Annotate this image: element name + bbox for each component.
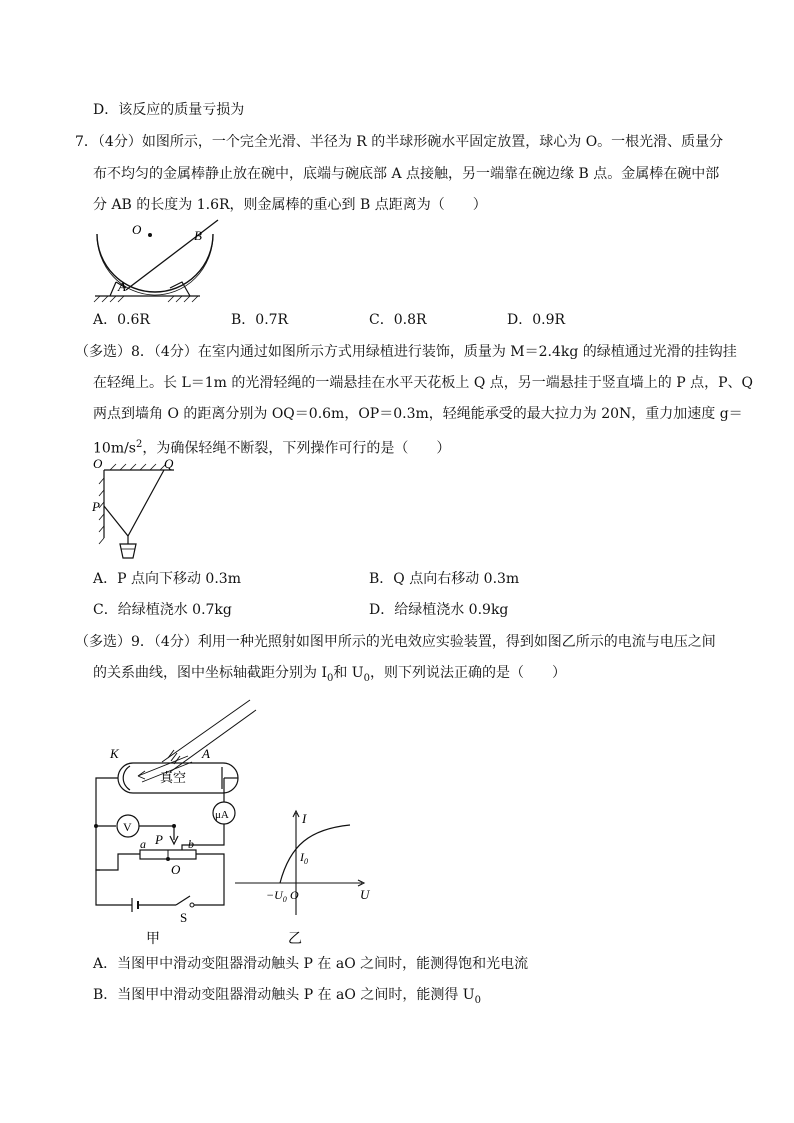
q8-line-4 (93, 435, 450, 459)
q9-line-2-post: ，则下列说法正确的是（ ） (369, 665, 566, 681)
q9-line-2-sub1: 0 (326, 672, 334, 684)
q8-option-b: B．Q 点向右移动 0.3m (369, 571, 520, 587)
label-ra: a (140, 837, 146, 851)
wire-left (96, 778, 118, 870)
q7-option-c: C．0.8R (369, 312, 427, 328)
q9-line-2-pre: 的关系曲线，图中坐标轴截距分别为 I (93, 665, 327, 681)
label-o: O (171, 862, 181, 877)
label-o: O (290, 888, 299, 902)
q7-option-d: D．0.9R (507, 312, 566, 328)
wire-right (224, 778, 238, 790)
switch-blade (176, 896, 190, 905)
q9-line-2-sub2: 0 (363, 672, 370, 684)
ground-hatch (94, 296, 198, 302)
switch-contact (190, 903, 194, 907)
iu-curve (280, 825, 350, 883)
q9-option-b (93, 985, 481, 1011)
q7-line-3: 分 AB 的长度为 1.6R，则金属棒的重心到 B 点距离为（ ） (93, 197, 487, 213)
q8-option-d: D．给绿植浇水 0.9kg (369, 602, 509, 618)
q8-option-a: A．P 点向下移动 0.3m (93, 571, 241, 587)
cathode (123, 766, 130, 790)
label-i0: $I_0$ (300, 850, 308, 866)
q7-option-b: B．0.7R (231, 312, 289, 328)
label-v: V (123, 820, 132, 834)
label-o: O (132, 222, 142, 237)
q8-line-4-pre: 10m/s (93, 440, 136, 457)
q9-line-2-mid: 和 U (333, 665, 364, 681)
label-u: U (360, 887, 370, 902)
label-ua: μA (215, 809, 229, 821)
label-o: O (93, 456, 103, 471)
label-k: K (110, 746, 119, 761)
q9-option-a: A．当图甲中滑动变阻器滑动触头 P 在 aO 之间时，能测得饱和光电流 (93, 956, 529, 972)
label-a: A (202, 746, 210, 761)
node-left (94, 824, 98, 828)
ceiling-hatch (110, 464, 166, 470)
wire-rheostat-right (194, 854, 224, 905)
q7-line-2: 布不均匀的金属棒静止放在碗中，底端与碗底部 A 点接触，另一端靠在碗边缘 B 点。金属棒在碗中部 (93, 166, 720, 182)
label-rb: b (188, 837, 194, 851)
q9-line-2 (93, 663, 566, 689)
caption-yi: 乙 (288, 932, 302, 947)
q7-line-1: 7．（4分）如图所示，一个完全光滑、半径为 R 的半球形碗水平固定放置，球心为 O。一根光滑、质量分 (75, 134, 724, 150)
q9-line-1: （多选）9．（4分）利用一种光照射如图甲所示的光电效应实验装置，得到如图乙所示的电流与电压之间 (75, 634, 716, 650)
rope (104, 470, 164, 536)
label-vacuum: 真空 (160, 770, 187, 785)
label-b: B (194, 228, 202, 243)
caption-jia: 甲 (146, 932, 160, 947)
center-point (148, 233, 152, 237)
q9-iu-graph (230, 805, 380, 950)
q9-option-b-sub: 0 (474, 994, 481, 1006)
wire-rheostat-loop (96, 854, 140, 905)
q7-bowl-figure (90, 218, 220, 308)
plant-pot (120, 544, 136, 558)
q6-option-d: D．该反应的质量亏损为 (93, 102, 245, 118)
q9-circuit-figure (90, 700, 250, 950)
label-p: P (92, 499, 100, 514)
q8-line-4-sup: 2 (136, 439, 143, 450)
q8-option-c: C．给绿植浇水 0.7kg (93, 602, 232, 618)
label-s: S (180, 910, 188, 925)
label-p: P (155, 832, 163, 847)
q7-option-a: A．0.6R (93, 312, 150, 328)
label-a: A (118, 279, 126, 294)
q8-line-2: 在轻绳上。长 L＝1m 的光滑轻绳的一端悬挂在水平天花板上 Q 点，另一端悬挂于竖直墙上的 P 点，P、Q (93, 375, 753, 391)
label-u0: $-U_0$ (266, 888, 287, 904)
label-q: Q (164, 456, 174, 471)
label-i: I (302, 811, 307, 826)
q8-plant-figure (90, 458, 190, 568)
q9-option-b-text: B．当图甲中滑动变阻器滑动触头 P 在 aO 之间时，能测得 U (93, 987, 475, 1003)
q8-line-1: （多选）8．（4分）在室内通过如图所示方式用绿植进行装饰，质量为 M＝2.4kg 的绿植通过光滑的挂钩挂 (75, 344, 737, 360)
q8-line-3: 两点到墙角 O 的距离分别为 OQ＝0.6m，OP＝0.3m，轻绳能承受的最大拉力为 20N，重力加速度 g＝ (93, 406, 743, 422)
q8-line-4-post: ，为确保轻绳不断裂，下列操作可行的是（ ） (142, 440, 451, 457)
